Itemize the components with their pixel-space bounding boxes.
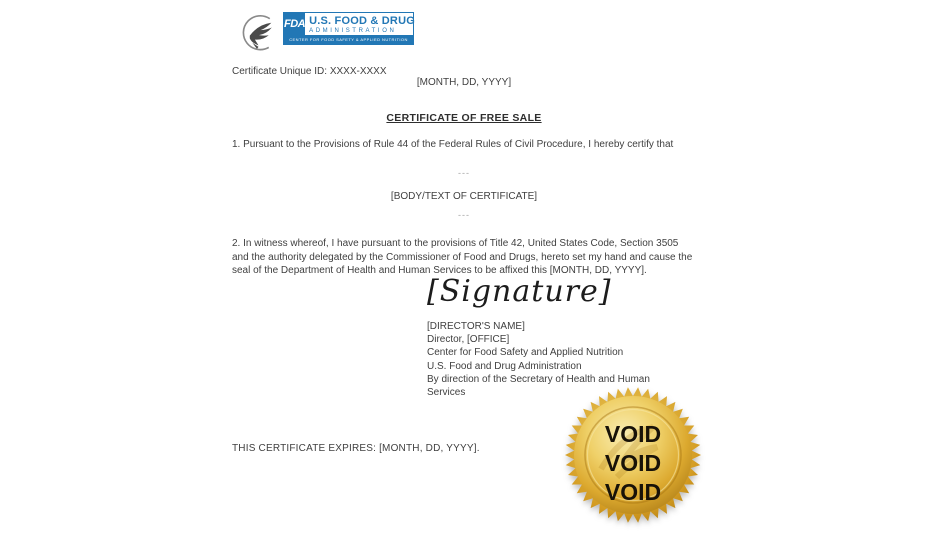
agency-logo — [238, 12, 414, 53]
paragraph-2-line2: and the authority delegated by the Commissioner of Food and Drugs, hereto set my hand and cause the — [232, 251, 693, 263]
body-text-placeholder: [BODY/TEXT OF CERTIFICATE] — [390, 191, 538, 202]
paragraph-2 — [232, 237, 710, 278]
expiration-line: THIS CERTIFICATE EXPIRES: [MONTH, DD, YYYY]. — [232, 443, 480, 454]
certificate-date-placeholder: [MONTH, DD, YYYY] — [416, 77, 512, 88]
hhs-eagle-icon — [238, 12, 279, 53]
director-name-placeholder: [DIRECTOR'S NAME] — [427, 321, 525, 332]
signatory-center-line: Center for Food Safety and Applied Nutrition — [427, 347, 624, 359]
paragraph-2-line3: seal of the Department of Health and Human Services to be affixed this [MONTH, DD, YYYY]. — [232, 265, 647, 276]
separator-bottom: --- — [458, 210, 470, 220]
seal-void-line3: VOID — [604, 479, 662, 505]
certificate-unique-id: Certificate Unique ID: XXXX-XXXX — [232, 66, 387, 77]
fda-logo — [283, 12, 414, 45]
paragraph-2-line1: 2. In witness whereof, I have pursuant to the provisions of Title 42, United States Code, Section 3505 — [232, 238, 679, 249]
director-office-placeholder: Director, [OFFICE] — [427, 334, 510, 346]
separator-top: --- — [458, 168, 470, 178]
void-seal — [563, 385, 703, 525]
seal-void-line2: VOID — [604, 450, 662, 476]
fda-acronym-badge: FDA — [284, 13, 305, 35]
seal-void-line1: VOID — [604, 421, 662, 447]
fda-logo-line1: U.S. FOOD & DRUG — [309, 15, 415, 27]
fda-logo-center-strip: CENTER FOR FOOD SAFETY & APPLIED NUTRITION — [284, 35, 413, 44]
fda-logo-line2: ADMINISTRATION — [309, 28, 397, 34]
signatory-agency-line: U.S. Food and Drug Administration — [427, 360, 582, 372]
signature-placeholder: [Signature] — [427, 274, 612, 309]
paragraph-1: 1. Pursuant to the Provisions of Rule 44 of the Federal Rules of Civil Procedure, I hereby certify that — [232, 139, 674, 150]
signatory-direction-line2: Services — [427, 387, 466, 399]
signatory-direction-line1: By direction of the Secretary of Health and Human — [427, 373, 650, 385]
document-title: CERTIFICATE OF FREE SALE — [386, 112, 542, 124]
